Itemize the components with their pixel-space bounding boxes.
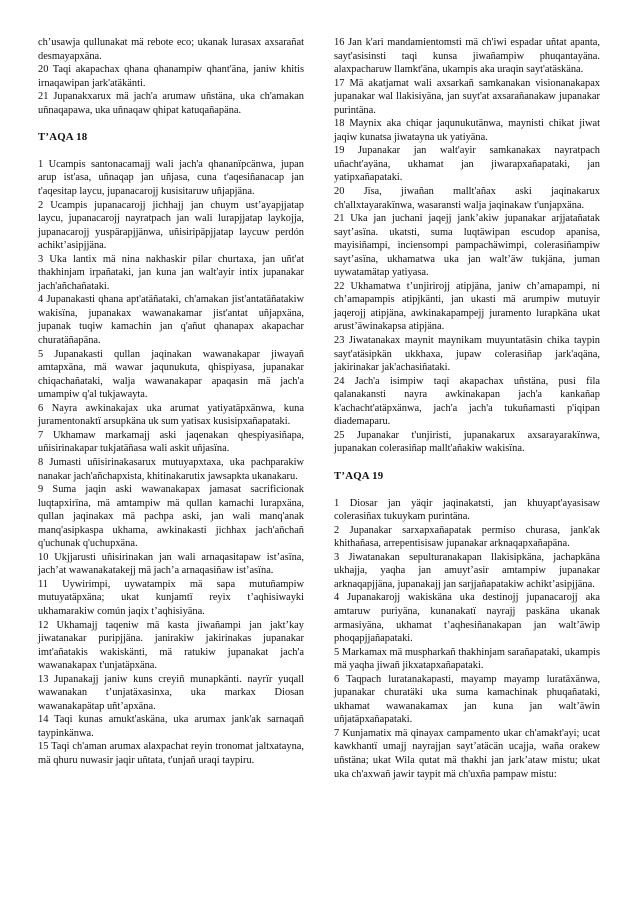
paragraph: 20 Taqi akapachax qhana qhanampiw qhant'äna, janiw khitis irnaqawipan jark'atäkänti. [38,64,304,89]
right-top-paragraphs [334,36,600,456]
paragraph: 23 Jiwatanakax maynit maynikam muyuntatäsin chika taypin sayt'atäsipkän ukkhaxa, jupaw colerasiñap jark'aqäna, jakirinakar jak'achasiñataki. [334,335,600,374]
paragraph: 14 Taqi kunas amukt'askäna, uka arumax jank'ak sarnaqañ taypinkänwa. [38,714,304,739]
section-heading: T’AQA 19 [334,469,384,482]
paragraph: 7 Ukhamaw markamajj aski jaqenakan qhespiyasiñapa, uñisirinakapar tukjatäñasa wali askit uñjasïna. [38,429,304,455]
paragraph: 4 Jupanakasti qhana apt'atäñataki, ch'amakan jist'antatäñatakiw wakisïna, jupanakax wawanakamar jist'antat uñjapxäna, jupanak tuqiw kamachin jan q'añut qhanapax akapachar churatäñapäna. [38,294,304,347]
paragraph: 10 Ukjjarusti uñisirinakan jan wali arnaqasitapaw ist’asïna, jach’at wawanakatakejj mä jach’a arnaqasiñaw ist’asïna. [38,551,304,577]
section-heading: T’AQA 18 [38,130,88,143]
paragraph: 25 Jupanakar t'unjiristi, jupanakarux axsarayarakïnwa, jupanakan colerasiñap mallt'añakiw wakisïna. [334,429,600,455]
document-page [38,36,600,866]
paragraph: 6 Nayra awkinakajax uka arumat yatiyatäpxänwa, kuna juramentonaktï arsupkäna uk sum yatisax kusisipxañapataki. [38,402,304,428]
left-section-paragraphs [38,158,304,768]
paragraph: 19 Jupanakar jan walt'ayir samkanakax nayratpach uñacht'ayäna, ukhamat jan jiwarapxañapataki, jan yatipxañapataki. [334,145,600,184]
paragraph: 16 Jan k'ari mandamientomsti mä ch'iwi espadar uñtat apanta, sayt'asisinsti taqi kunsa jiwañampiw phuqantayäna. alaxpacharuw llamkt'äna, ukampis aka uraqin sayt'atäskäna. [334,37,600,76]
right-column [334,36,600,781]
paragraph: 2 Ucampis jupanacarojj jichhajj jan chuym ust’ayapjjatap laycu, jupanacarojj nayratpach jan wali lurapjjatap laykojja, jupanacarojj yuspärapjjänwa, uñisiripäpjjatap laycuw perdón achikt’asipjjäna. [38,199,304,252]
paragraph: 1 Diosar jan yäqir jaqinakatsti, jan khuyapt'ayasisaw colerasiñax tukuykam purintäna. [334,497,600,523]
spacer [334,456,600,470]
paragraph: 13 Jupanakajj janiw kuns creyiñ munapkänti. nayrïr yuqall wawanakan t’unjatäxasinxa, uka markax Diosan wawanakapätap uñt’apxäna. [38,673,304,712]
paragraph: 18 Maynix aka chiqar jaqunukutänwa, maynisti chikat jiwat jaqiw kunatsa jiwatayna uk yatiyäna. [334,118,600,143]
paragraph: 21 Uka jan juchani jaqejj jank’akiw jupanakar arjjatañatak sayt’asïna. ukatsti, suma luqtäwipan escudop apanisa, mayisiñampi, inciensompi pampachäwimpi, colerasiñampiw sayt’asïna, ukhamatwa uka jan walt’äw tukjäna, juman uywatamätap yatiyasa. [334,213,600,279]
paragraph: ch’usawja qullunakat mä rebote eco; ukanak lurasax axsarañat desmayapxäna. [38,37,304,62]
paragraph: 11 Uywirimpi, uywatampix mä sapa mutuñampiw mutuyatäpxäna; ukat kunjamtï reyix t’aqhisiwayki ukhamarakiw común jaqix t’aqhisiyäna. [38,578,304,617]
spacer [334,483,600,497]
paragraph: 4 Jupanakarojj wakiskäna uka destinojj jupanacarojj aka amtaruw puriyäna, kunanakatï nayrajj paskäna ukanak armasiyäna, ukhamat t’aqhesiñanakapan jan walt’äwip phoqapjjañapataki. [334,592,600,645]
paragraph: 22 Ukhamatwa t’unjirirojj atipjäna, janiw ch’amapampi, ni ch’amapampis atipjkänti, jan ukasti mä arumpiw mutuyir jaqerojj atipjäna, awkinakapampejj juramento lurapkäna ukat arust’äwinakapsa atipjäna. [334,280,600,333]
spacer [38,144,304,158]
paragraph: 5 Jupanakasti qullan jaqinakan wawanakapar jiwayañ amtapxäna, mä wawar jaqunukuta, qhispiyasa, jupanakar chiqachañataki, walja wawanakapar apaqasin mä jach'a umampiw q'al tukjawayta. [38,348,304,401]
paragraph: 5 Markamax mä muspharkañ thakhinjam sarañapataki, ukampis mä yaqha jiwañ jikxatapxañapataki. [334,646,600,672]
paragraph: 17 Mä akatjamat wali axsarkañ samkanakan visionanakapax jupanakar wal llakisiyäna, jan suyt'at axsarañanakaw jupanakar purintäna. [334,77,600,116]
paragraph: 3 Jiwatanakan sepulturanakapan llakisipkäna, jachapkäna ukhajja, yaqha jan amuyt’asir amtampiw jupanakar arknaqapjjäna, jupanakajj jan sarjjañapatakiw achikt’asipjjäna. [334,551,600,590]
paragraph: 15 Taqi ch'aman arumax alaxpachat reyin tronomat jaltxatayna, mä qhuru nuwasir jaqir uñtata, t'unjañ uraqi taypiru. [38,741,304,766]
spacer [38,117,304,131]
paragraph: 21 Jupanakxarux mä jach'a arumaw uñstäna, uka ch'amakan uñnaqapawa, uka uñnaqaw qhipat katuqañapäna. [38,91,304,116]
paragraph: 1 Ucampis santonacamajj wali jach'a qhananïpcänwa, jupan arup ist'asa, uñnaqap jan uñjasa, cuna t'aqesiñanacap jan t'aqesitap laycu, jupanacarojj kusisitaruw uñjapjäna. [38,158,304,198]
left-column [38,36,304,768]
paragraph: 9 Suma jaqin aski wawanakapax jamasat sacrificionak luqtapxirïna, mä amtampiw mä qullan kamachi lurapxäna, qullan jaqinakax mä pachpa aski, jan wali manq'anak manq'asipkaspa ukhama, awkinakasti jichhax jach'añchañ q'uchunak q'uchupxäna. [38,484,304,550]
right-section-paragraphs [334,497,600,781]
paragraph: 3 Uka lantix mä nina nakhaskir pilar churtaxa, jan uñt'at thakhinjam irpañataki, jan kuna jan walt'ayir intix jupanakar jach'añchañataki. [38,253,304,292]
paragraph: 8 Jumasti uñisirinakasarux mutuyapxtaxa, uka pachparakiw nanakar jach'añchapxista, khitinakarutix jawsapkta ukanakaru. [38,456,304,482]
paragraph: 20 Jïsa, jiwañan mallt'añax aski jaqinakarux ch'allxtayarakïnwa, wasaransti walja jaqinakaw t'unjapxäna. [334,186,600,211]
paragraph: 24 Jach'a isimpiw taqi akapachax uñstäna, pusi fila qalanakansti nayra awkinakapan jach'a kankañap k'achacht'atäpxänwa, jach'a jach'a tukuñamasti p'iqipan diademaparu. [334,375,600,428]
left-top-paragraphs [38,36,304,117]
paragraph: 6 Taqpach luratanakapasti, mayamp mayamp luratäxänwa, jupanakar churatäki uka suma kamachinak phuqañataki, ukhamat wawanakamax jan kuna jan walt’äwin uñjatäpxañapataki. [334,673,600,726]
paragraph: 2 Jupanakar sarxapxañapatak permiso churasa, jank'ak khithañasa, arrepentisisaw jupanakar arknaqapxañapäna. [334,524,600,550]
paragraph: 7 Kunjamatix mä qinayax campamento ukar ch'amakt'ayi; ucat kawkhantï umajj nayrajjan sayt’atäcän ucajja, waña orakew uñstäna; ukat Wila qutat mä thakhi jan jark’ataw mistu; ukat uka ch'axwañ jawir taypit mä ch'uxña pampaw mistu: [334,727,600,780]
paragraph: 12 Ukhamajj taqeniw mä kasta jiwañampi jan jakt’kay jiwatanakar puripjjäna. janirakiw jakirinakas jupanakar imt'añatakis wakiskänti, mä ratukiw jupanakat jach'a wawanakapax t'unjatäpxäna. [38,619,304,672]
